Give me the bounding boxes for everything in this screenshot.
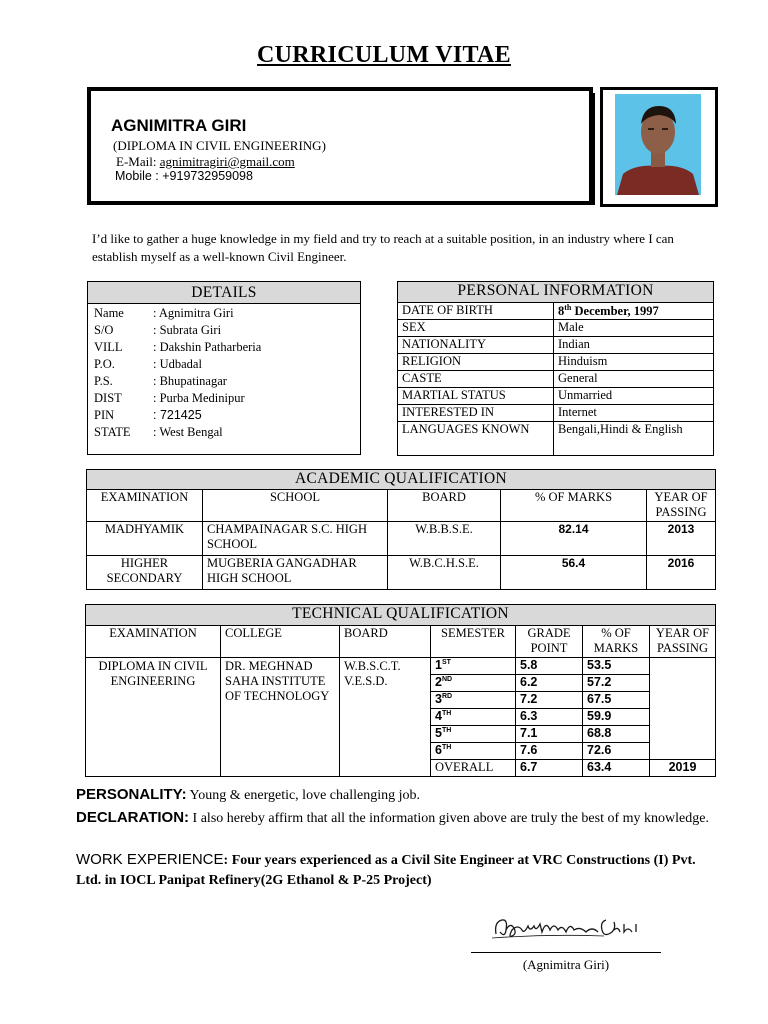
academic-school: MUGBERIA GANGADHAR HIGH SCHOOL: [203, 556, 388, 590]
personal-label: SEX: [398, 320, 554, 337]
declaration-label: DECLARATION:: [76, 809, 190, 826]
technical-col-marks: % OF MARKS: [583, 626, 650, 658]
technical-board: W.B.S.C.T. V.E.S.D.: [340, 658, 431, 777]
technical-col-board: BOARD: [340, 626, 431, 658]
academic-col-school: SCHOOL: [203, 490, 388, 522]
academic-marks: 82.14: [501, 522, 647, 556]
academic-board: W.B.C.H.S.E.: [388, 556, 501, 590]
dob-sup: th: [564, 303, 572, 312]
table-row: [86, 658, 716, 675]
personality-text: Young & energetic, love challenging job.: [186, 788, 420, 803]
semester-cell: [431, 692, 516, 709]
personal-label: CASTE: [398, 371, 554, 388]
details-heading: DETAILS: [88, 282, 360, 304]
grade-cell: 7.1: [516, 726, 583, 743]
details-value-state: : West Bengal: [153, 425, 223, 439]
semester-cell: [431, 675, 516, 692]
academic-col-year: YEAR OF PASSING: [647, 490, 716, 522]
personal-value: Indian: [554, 337, 714, 354]
semester-sup: TH: [441, 726, 452, 734]
grade-cell: 5.8: [516, 658, 583, 675]
details-label-so: S/O: [94, 323, 114, 337]
details-value-so: : Subrata Giri: [153, 323, 222, 337]
marks-cell: 57.2: [583, 675, 650, 692]
details-label-ps: P.S.: [94, 374, 113, 388]
academic-heading: ACADEMIC QUALIFICATION: [87, 470, 716, 490]
semester-num: 5: [435, 726, 442, 740]
personal-info-table: [397, 281, 714, 456]
details-label-pin: PIN: [94, 408, 115, 422]
technical-col-exam: EXAMINATION: [86, 626, 221, 658]
dob-day: 8: [558, 304, 565, 319]
technical-col-grade: GRADE POINT: [516, 626, 583, 658]
work-text: : Four years experienced as a Civil Site Engineer at VRC Constructions (I) Pvt. Ltd. in IOCL Panipat Refinery(2G Ethanol & P-25 Project): [76, 853, 696, 888]
page-title: CURRICULUM VITAE: [257, 42, 511, 68]
personal-value: Bengali,Hindi & English: [554, 422, 714, 456]
personal-value: Hinduism: [554, 354, 714, 371]
academic-col-exam: EXAMINATION: [87, 490, 203, 522]
semester-sup: TH: [441, 743, 452, 751]
personal-label: LANGUAGES KNOWN: [398, 422, 554, 456]
academic-year: 2016: [647, 556, 716, 590]
academic-year: 2013: [647, 522, 716, 556]
academic-col-marks: % OF MARKS: [501, 490, 647, 522]
profile-photo: [615, 94, 701, 195]
email-link[interactable]: agnimitragiri@gmail.com: [159, 154, 295, 169]
objective-text: I’d like to gather a huge knowledge in my field and try to reach at a suitable position, in an industry where I can establish myself as a well-known Civil Engineer.: [92, 231, 674, 264]
details-label-name: Name: [94, 306, 124, 320]
year-blank-cell: [650, 658, 716, 760]
semester-cell: [431, 726, 516, 743]
semester-sup: ND: [441, 675, 453, 683]
academic-board: W.B.B.S.E.: [388, 522, 501, 556]
details-label-po: P.O.: [94, 357, 115, 371]
academic-table: [86, 469, 716, 590]
semester-num: 6: [435, 743, 442, 757]
signature-caption: (Agnimitra Giri): [522, 957, 610, 972]
marks-cell: 67.5: [583, 692, 650, 709]
details-label-dist: DIST: [94, 391, 122, 405]
personal-value: Male: [554, 320, 714, 337]
declaration-text: I also hereby affirm that all the information given above are truly the best of my knowledge.: [189, 811, 709, 826]
details-label-vill: VILL: [94, 340, 123, 354]
technical-table: [85, 604, 716, 777]
marks-cell: 59.9: [583, 709, 650, 726]
details-value-pin: : 721425: [153, 408, 202, 422]
details-value-ps: : Bhupatinagar: [153, 374, 227, 388]
overall-marks: 63.4: [583, 760, 650, 777]
candidate-name: AGNIMITRA GIRI: [111, 116, 247, 135]
header-mobile: Mobile : +919732959098: [115, 169, 253, 183]
signature-line: [471, 952, 661, 953]
email-label: E-Mail:: [116, 154, 160, 169]
personal-value: Unmarried: [554, 388, 714, 405]
personal-heading: PERSONAL INFORMATION: [398, 282, 714, 303]
semester-sup: RD: [441, 692, 453, 700]
academic-school: CHAMPAINAGAR S.C. HIGH SCHOOL: [203, 522, 388, 556]
dob-rest: December, 1997: [571, 304, 659, 319]
semester-cell: [431, 709, 516, 726]
academic-col-board: BOARD: [388, 490, 501, 522]
details-section: [87, 281, 361, 455]
personal-label: MARTIAL STATUS: [398, 388, 554, 405]
personal-value: General: [554, 371, 714, 388]
academic-marks: 56.4: [501, 556, 647, 590]
overall-label: OVERALL: [431, 760, 516, 777]
semester-num: 2: [435, 675, 442, 689]
personality-line: [76, 786, 726, 804]
technical-year: 2019: [650, 760, 716, 777]
technical-col-college: COLLEGE: [221, 626, 340, 658]
personality-label: PERSONALITY:: [76, 786, 187, 803]
technical-heading: TECHNICAL QUALIFICATION: [86, 605, 716, 626]
details-label-state: STATE: [94, 425, 131, 439]
technical-exam: DIPLOMA IN CIVIL ENGINEERING: [86, 658, 221, 777]
personal-label: INTERESTED IN: [398, 405, 554, 422]
semester-cell: [431, 743, 516, 760]
marks-cell: 72.6: [583, 743, 650, 760]
details-value-po: : Udbadal: [153, 357, 202, 371]
grade-cell: 6.2: [516, 675, 583, 692]
header-email: [116, 154, 295, 170]
personal-label-dob: DATE OF BIRTH: [398, 303, 554, 320]
work-line: [76, 850, 696, 891]
personal-label: NATIONALITY: [398, 337, 554, 354]
personal-label: RELIGION: [398, 354, 554, 371]
details-value-dist: : Purba Medinipur: [153, 391, 245, 405]
declaration-line: [76, 808, 726, 829]
academic-exam: HIGHER SECONDARY: [87, 556, 203, 590]
personal-value-dob: [554, 303, 714, 320]
header-qualification: (DIPLOMA IN CIVIL ENGINEERING): [113, 138, 326, 153]
grade-cell: 7.2: [516, 692, 583, 709]
overall-grade: 6.7: [516, 760, 583, 777]
semester-cell: [431, 658, 516, 675]
technical-col-semester: SEMESTER: [431, 626, 516, 658]
personal-value: Internet: [554, 405, 714, 422]
academic-exam: MADHYAMIK: [87, 522, 203, 556]
technical-col-year: YEAR OF PASSING: [650, 626, 716, 658]
semester-sup: ST: [441, 658, 451, 666]
marks-cell: 53.5: [583, 658, 650, 675]
table-row: [87, 522, 716, 556]
details-value-name: : Agnimitra Giri: [153, 306, 234, 320]
semester-sup: TH: [441, 709, 452, 717]
grade-cell: 7.6: [516, 743, 583, 760]
technical-college: DR. MEGHNAD SAHA INSTITUTE OF TECHNOLOGY: [221, 658, 340, 777]
semester-num: 3: [435, 692, 442, 706]
marks-cell: 68.8: [583, 726, 650, 743]
signature: [488, 908, 658, 944]
details-value-vill: : Dakshin Patharberia: [153, 340, 262, 354]
semester-num: 4: [435, 709, 442, 723]
table-row: [87, 556, 716, 590]
semester-num: 1: [435, 658, 442, 672]
work-label: WORK EXPERIENCE: [76, 851, 224, 868]
grade-cell: 6.3: [516, 709, 583, 726]
